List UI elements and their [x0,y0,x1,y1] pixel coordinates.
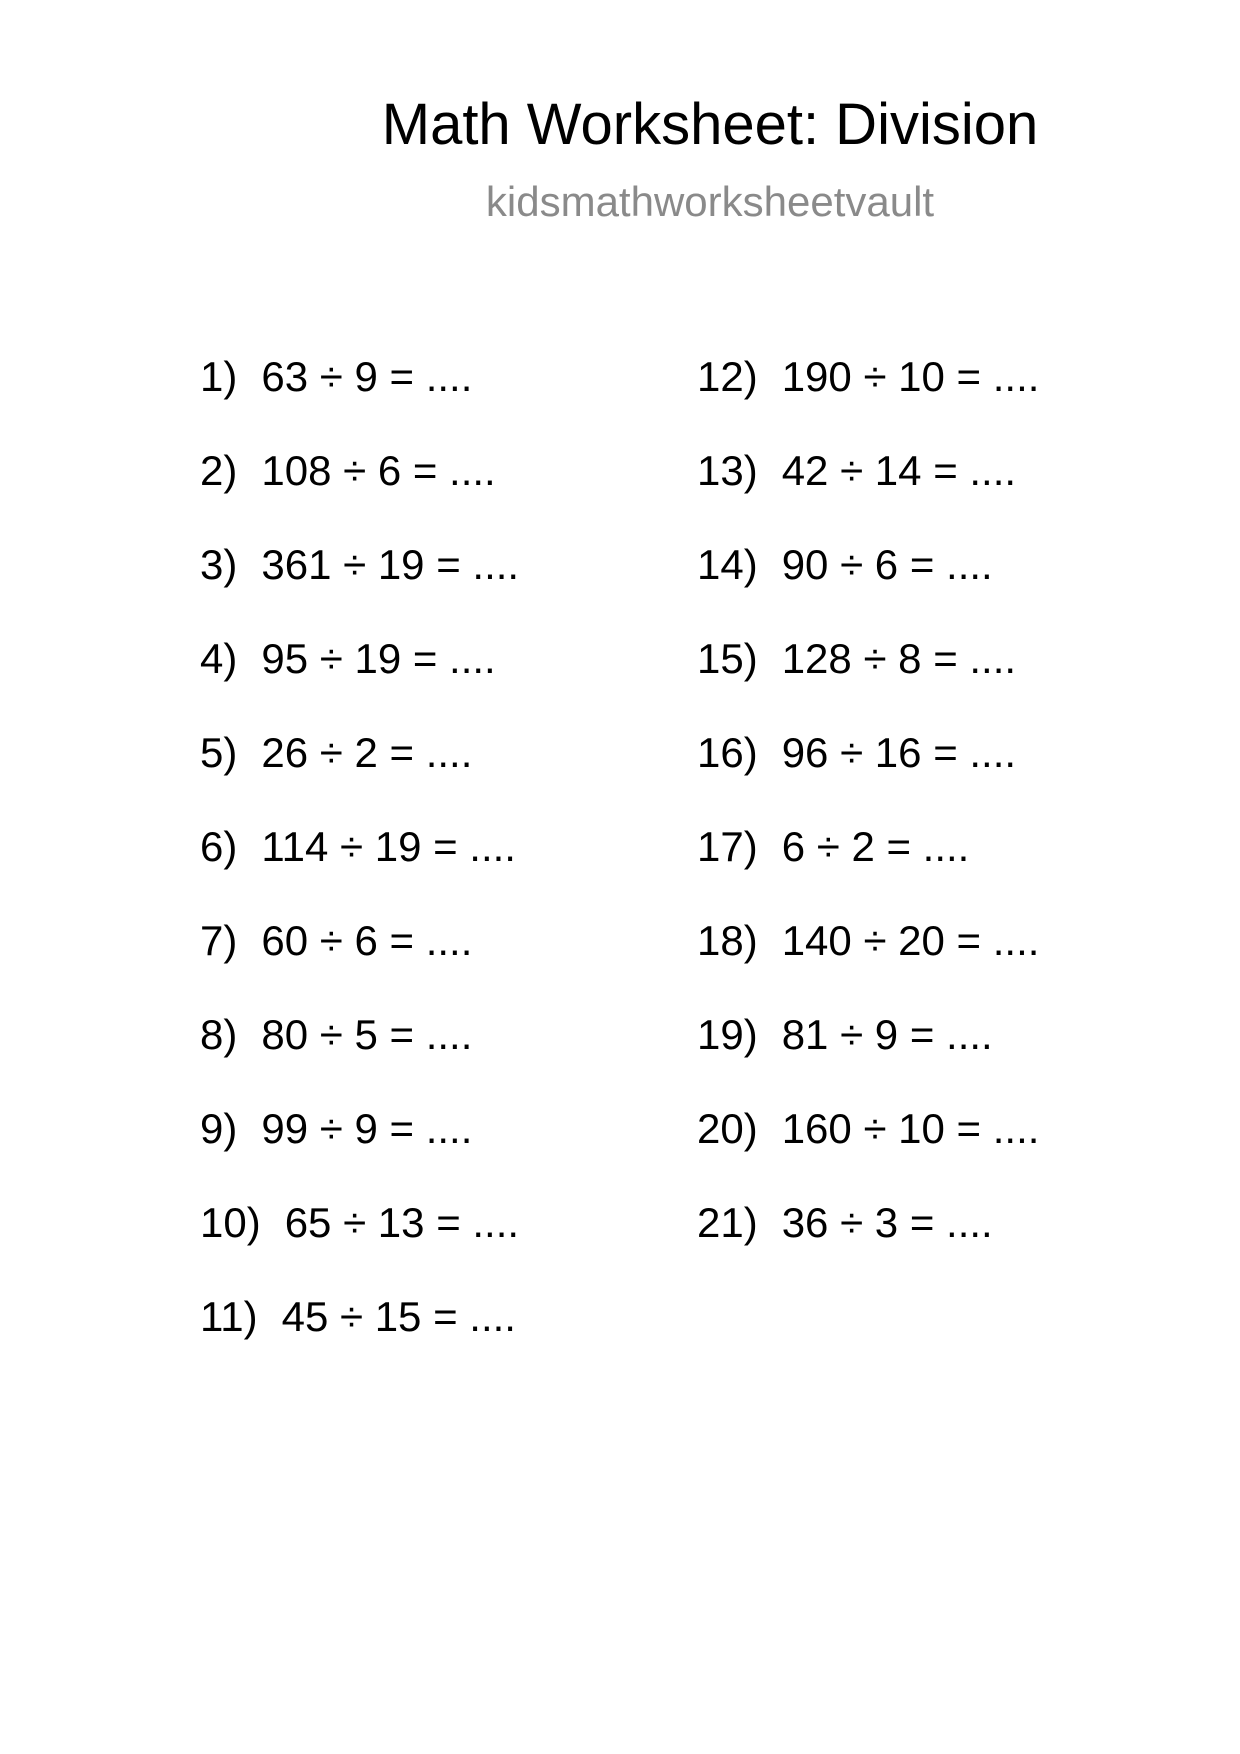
problem-number: 8) [200,1011,238,1058]
problem-number: 19) [697,1011,758,1058]
problem-item [200,729,473,776]
problem-expression: 63 ÷ 9 = .... [261,353,473,400]
problem-expression: 160 ÷ 10 = .... [781,1105,1040,1152]
problem-number: 12) [697,353,758,400]
problem-expression: 140 ÷ 20 = .... [781,917,1040,964]
problem-item [200,541,520,588]
problem-expression: 60 ÷ 6 = .... [261,917,473,964]
problem-number: 5) [200,729,238,776]
problem-number: 21) [697,1199,758,1246]
problem-expression: 99 ÷ 9 = .... [261,1105,473,1152]
problem-expression: 26 ÷ 2 = .... [261,729,473,776]
problem-expression: 81 ÷ 9 = .... [781,1011,993,1058]
problem-item [200,447,496,494]
problem-item [200,635,496,682]
problem-number: 2) [200,447,238,494]
problem-expression: 190 ÷ 10 = .... [781,353,1040,400]
problem-number: 6) [200,823,238,870]
problem-item [697,1199,993,1246]
problem-expression: 96 ÷ 16 = .... [781,729,1017,776]
problem-item [200,1199,520,1246]
problem-item [697,917,1040,964]
problem-expression: 108 ÷ 6 = .... [261,447,496,494]
problem-expression: 361 ÷ 19 = .... [261,541,520,588]
problem-number: 1) [200,353,238,400]
problem-item [200,353,473,400]
problem-item [200,917,473,964]
problem-item [200,1293,516,1340]
problem-item [697,447,1017,494]
problem-number: 7) [200,917,238,964]
problem-expression: 65 ÷ 13 = .... [284,1199,520,1246]
page-title: Math Worksheet: Division [381,92,1039,157]
problem-expression: 114 ÷ 19 = .... [261,823,516,870]
problem-number: 20) [697,1105,758,1152]
problem-item [697,541,993,588]
problem-expression: 95 ÷ 19 = .... [261,635,496,682]
problem-expression: 128 ÷ 8 = .... [781,635,1017,682]
problem-expression: 80 ÷ 5 = .... [261,1011,473,1058]
problem-item [697,1105,1040,1152]
problem-expression: 90 ÷ 6 = .... [781,541,993,588]
problem-expression: 6 ÷ 2 = .... [781,823,970,870]
problem-number: 4) [200,635,238,682]
problem-number: 18) [697,917,758,964]
problem-item [200,1011,473,1058]
problem-expression: 42 ÷ 14 = .... [781,447,1017,494]
problem-item [697,823,970,870]
problem-item [697,635,1017,682]
problem-number: 13) [697,447,758,494]
problem-number: 9) [200,1105,238,1152]
problem-number: 10) [200,1199,261,1246]
problem-item [697,729,1017,776]
problem-number: 3) [200,541,238,588]
problem-number: 11) [200,1293,258,1340]
problem-item [200,823,516,870]
problem-number: 17) [697,823,758,870]
problem-item [200,1105,473,1152]
problem-expression: 45 ÷ 15 = .... [281,1293,516,1340]
problem-number: 15) [697,635,758,682]
problem-item [697,353,1040,400]
problem-item [697,1011,993,1058]
problem-number: 16) [697,729,758,776]
problem-expression: 36 ÷ 3 = .... [781,1199,993,1246]
problem-number: 14) [697,541,758,588]
page-subtitle: kidsmathworksheetvault [485,178,935,225]
